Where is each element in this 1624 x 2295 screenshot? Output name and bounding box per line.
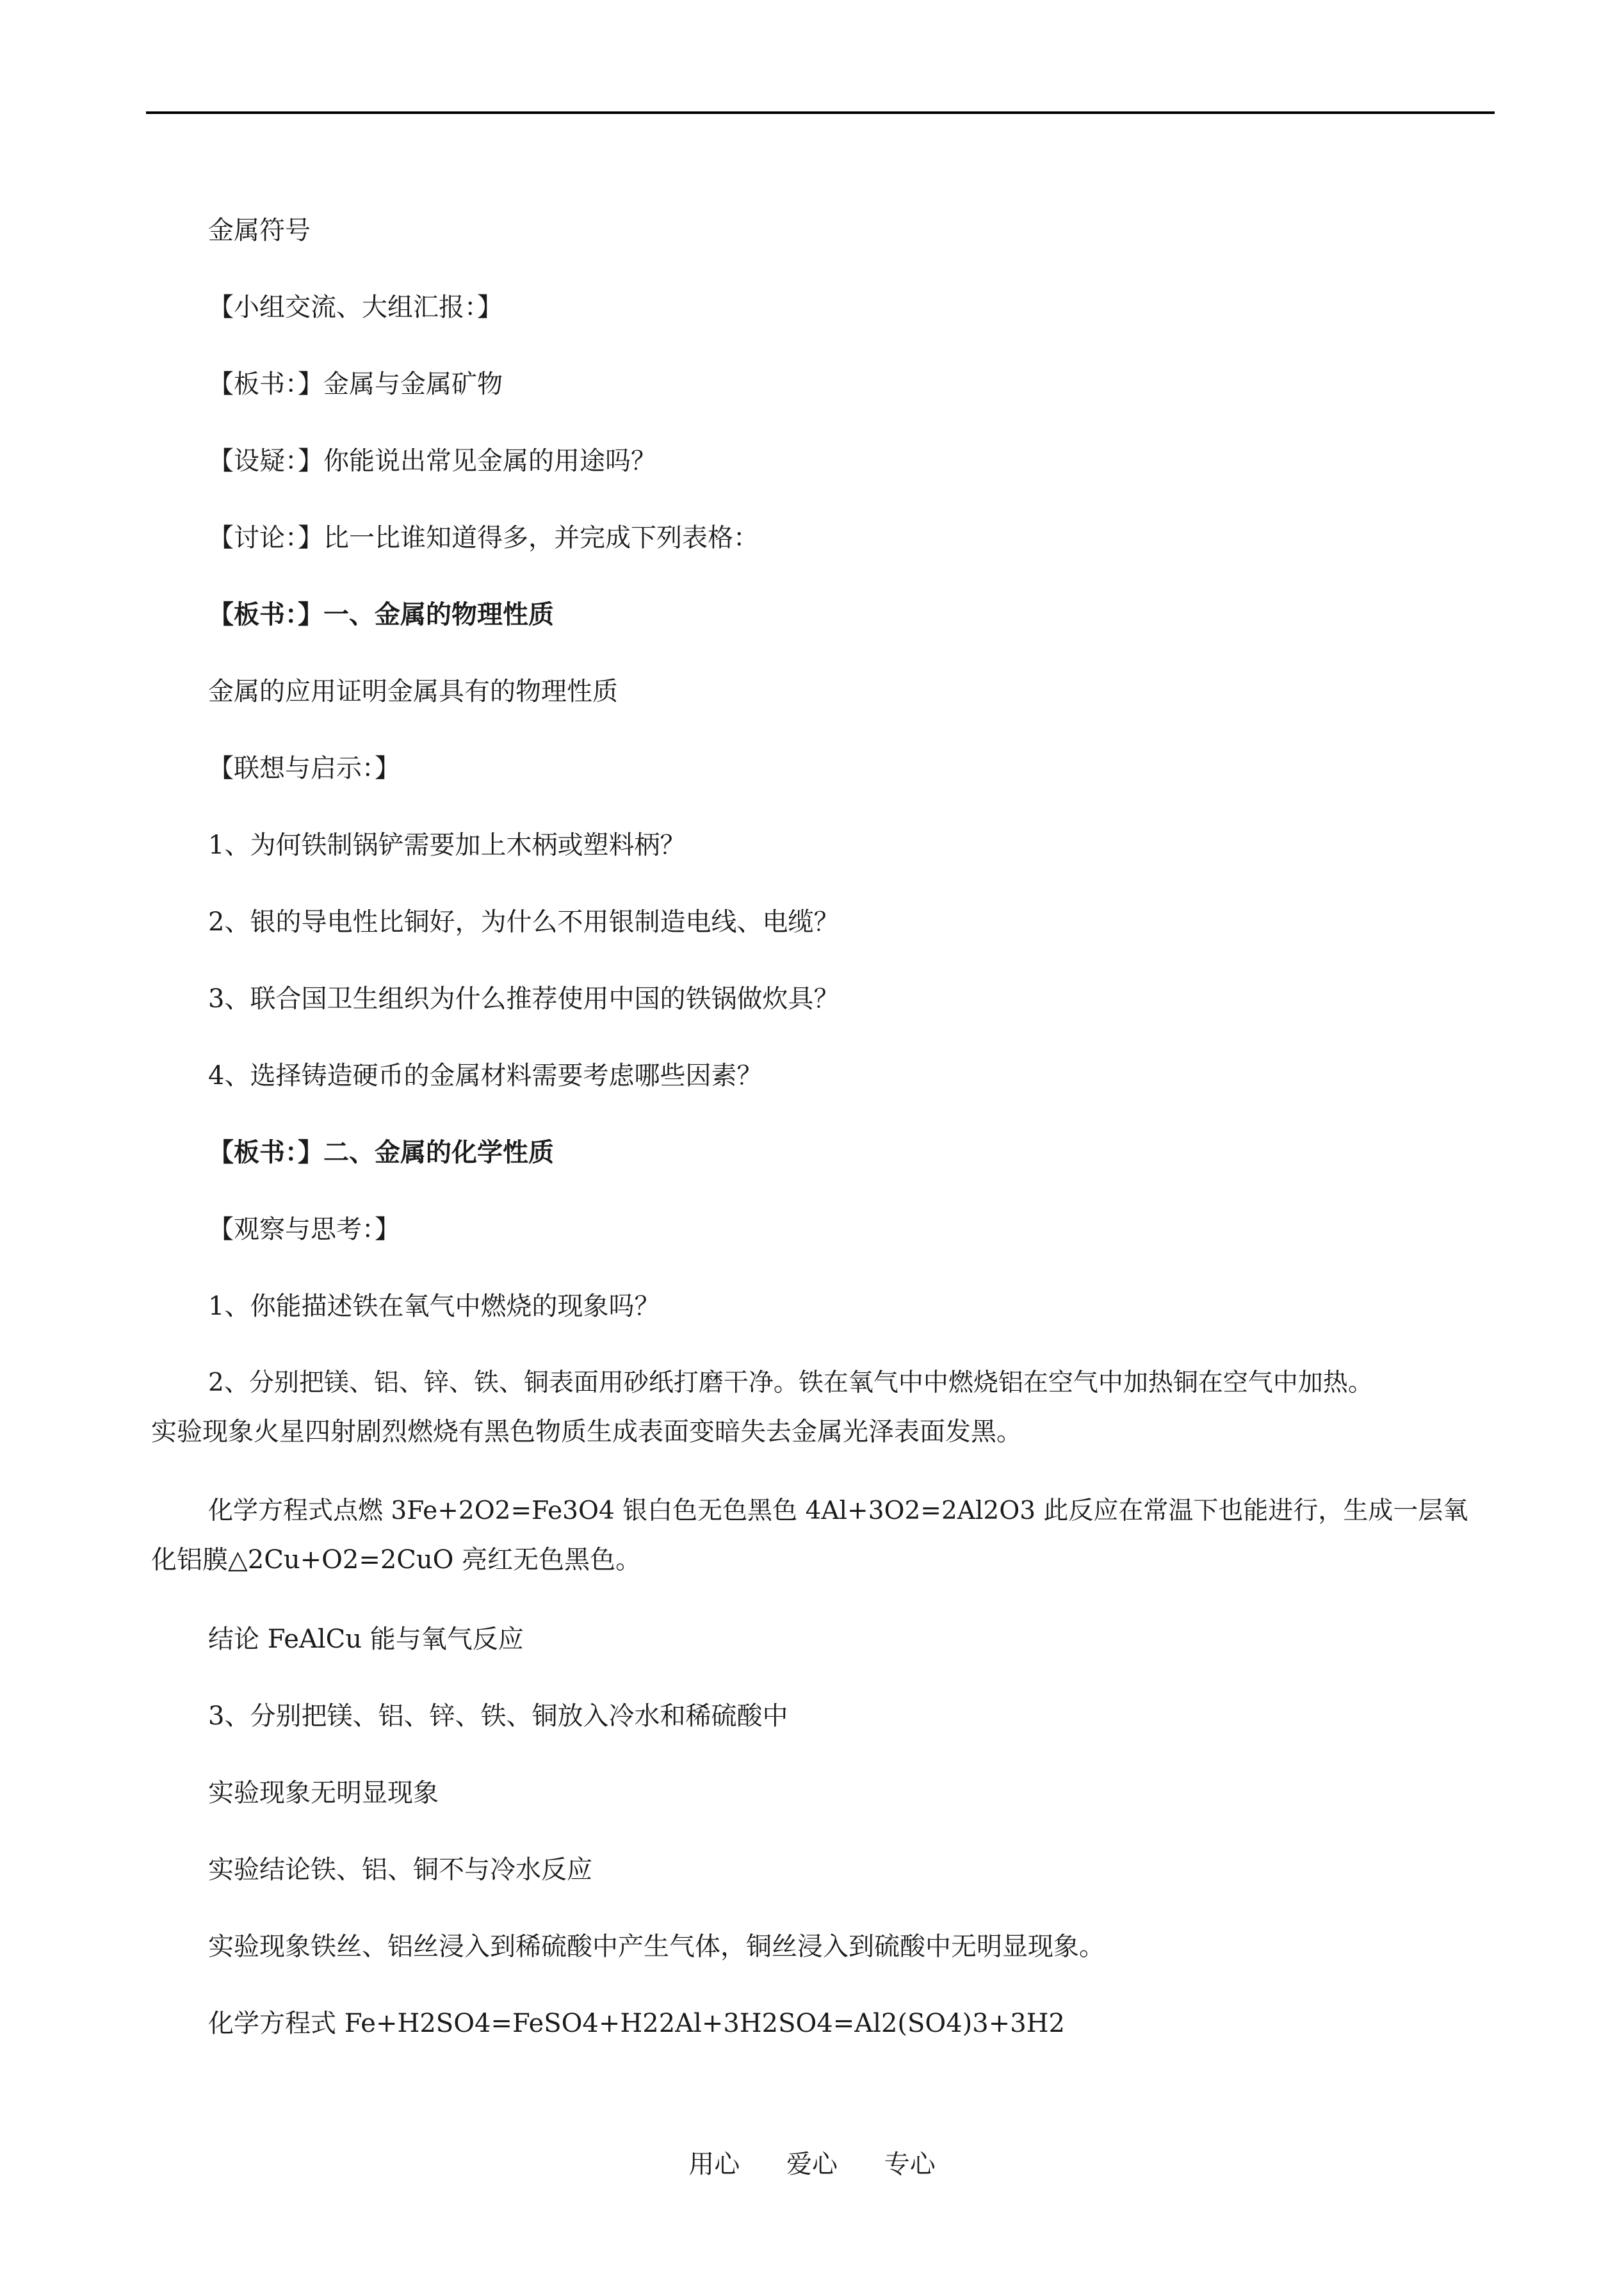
list-item: 2、银的导电性比铜好，为什么不用银制造电线、电缆？ — [208, 907, 840, 937]
list-item: 4、选择铸造硬币的金属材料需要考虑哪些因素？ — [208, 1061, 763, 1091]
equation-line: 化学方程式 Fe+H2SO4=FeSO4+H22Al+3H2SO4=Al2(SO4)3+3H2 — [208, 2009, 1066, 2038]
footer-word: 专心 — [884, 2150, 936, 2179]
text-line: 实验结论铁、铝、铜不与冷水反应 — [208, 1855, 592, 1885]
text-line: 金属符号 — [208, 216, 311, 245]
footer-word: 用心 — [688, 2150, 740, 2179]
text-line: 实验现象火星四射剧烈燃烧有黑色物质生成表面变暗失去金属光泽表面发黑。 — [151, 1417, 1022, 1447]
list-item: 2、分别把镁、铝、锌、铁、铜表面用砂纸打磨干净。铁在氧气中中燃烧铝在空气中加热铜在空气中加热。 — [208, 1368, 1373, 1397]
text-line: 【小组交流、大组汇报：】 — [208, 293, 503, 322]
footer-word: 爱心 — [786, 2150, 838, 2179]
list-item: 3、分别把镁、铝、锌、铁、铜放入冷水和稀硫酸中 — [208, 1701, 788, 1731]
text-line: 结论 FeAlCu 能与氧气反应 — [208, 1625, 524, 1654]
text-line: 金属的应用证明金属具有的物理性质 — [208, 677, 618, 706]
text-line: 实验现象无明显现象 — [208, 1778, 439, 1808]
text-line: 【观察与思考：】 — [208, 1215, 400, 1244]
text-line: 【设疑：】你能说出常见金属的用途吗？ — [208, 446, 656, 476]
text-line: 【联想与启示：】 — [208, 754, 400, 783]
list-item: 3、联合国卫生组织为什么推荐使用中国的铁锅做炊具？ — [208, 984, 840, 1014]
header-rule — [146, 111, 1495, 114]
list-item: 1、为何铁制锅铲需要加上木柄或塑料柄？ — [208, 831, 686, 860]
list-item: 1、你能描述铁在氧气中燃烧的现象吗？ — [208, 1292, 660, 1321]
section-heading: 【板书：】二、金属的化学性质 — [208, 1137, 554, 1167]
section-heading: 【板书：】一、金属的物理性质 — [208, 599, 554, 629]
equation-line: 化铝膜△2Cu+O2=2CuO 亮红无色黑色。 — [151, 1545, 642, 1575]
equation-line: 化学方程式点燃 3Fe+2O2=Fe3O4 银白色无色黑色 4Al+3O2=2Al2O3 此反应在常温下也能进行，生成一层氧 — [208, 1496, 1468, 1525]
text-line: 【讨论：】比一比谁知道得多，并完成下列表格： — [208, 523, 759, 553]
page-footer — [0, 2148, 1624, 2181]
text-line: 实验现象铁丝、铝丝浸入到稀硫酸中产生气体，铜丝浸入到硫酸中无明显现象。 — [208, 1932, 1105, 1961]
text-line: 【板书：】金属与金属矿物 — [208, 369, 503, 399]
